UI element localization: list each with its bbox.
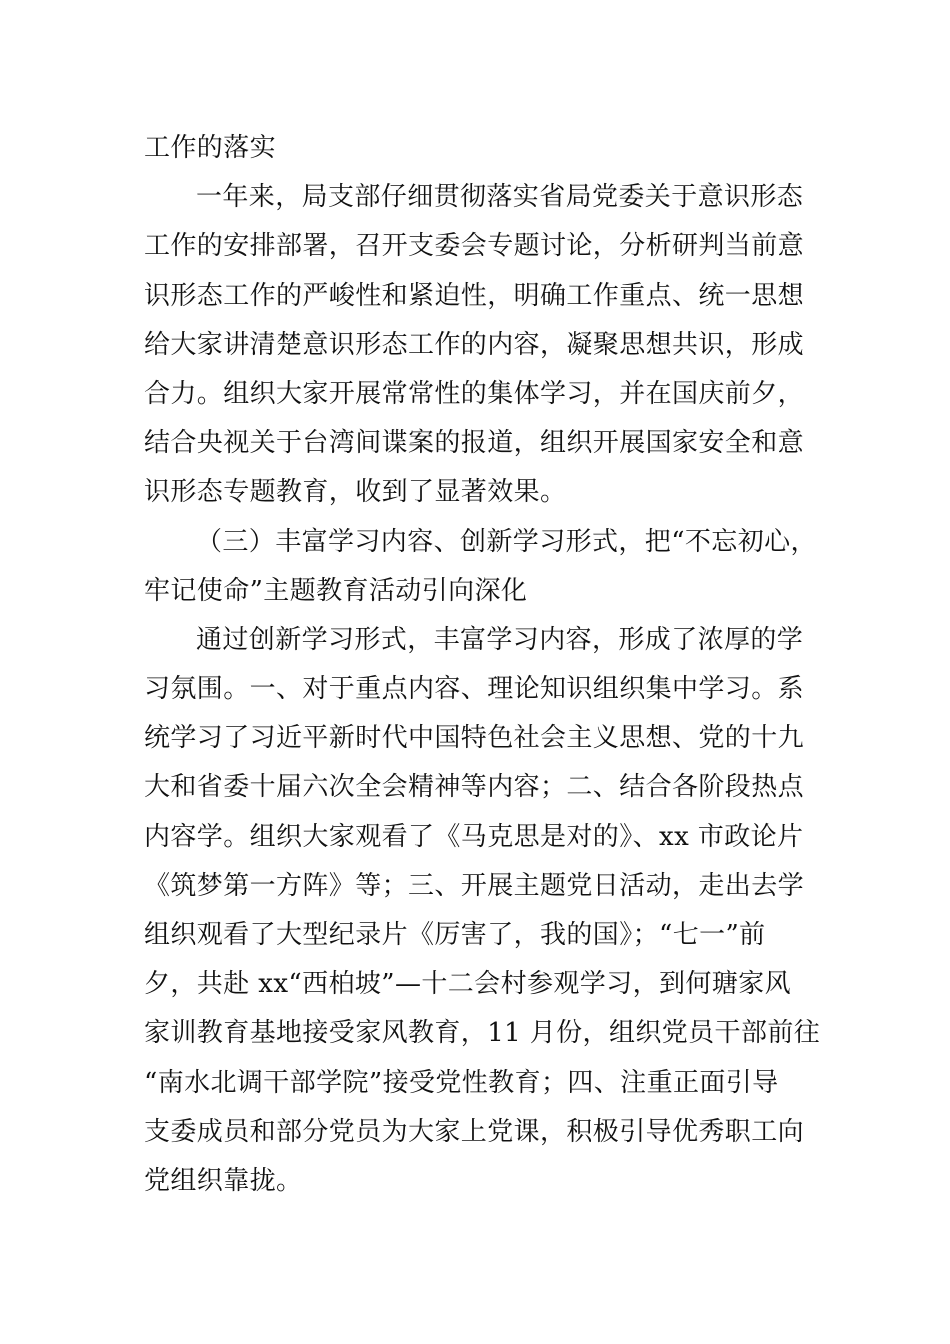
section-heading-line-2: 牢记使命”主题教育活动引向深化	[144, 575, 528, 606]
text-line-11: 通过创新学习形式，丰富学习内容，形成了浓厚的学	[196, 624, 804, 655]
text-line-2: 一年来，局支部仔细贯彻落实省局党委关于意识形态	[196, 182, 804, 213]
text-line-18: 夕，共赴 xx“西柏坡”—十二会村参观学习，到何瑭家风	[144, 969, 791, 1000]
text-line-13: 统学习了习近平新时代中国特色社会主义思想、党的十九	[144, 723, 805, 754]
text-line-12: 习氛围。一、对于重点内容、理论知识组织集中学习。系	[144, 674, 805, 705]
text-line-6: 合力。组织大家开展常常性的集体学习，并在国庆前夕，	[144, 378, 805, 409]
text-line-7: 结合央视关于台湾间谍案的报道，组织开展国家安全和意	[144, 428, 805, 459]
text-line-5: 给大家讲清楚意识形态工作的内容，凝聚思想共识，形成	[144, 329, 805, 360]
text-line-14: 大和省委十届六次全会精神等内容；二、结合各阶段热点	[144, 772, 805, 803]
body-text	[144, 124, 824, 1206]
text-line-8: 识形态专题教育，收到了显著效果。	[144, 477, 567, 508]
text-line-1: 工作的落实	[144, 133, 277, 163]
text-line-20: “南水北调干部学院”接受党性教育；四、注重正面引导	[144, 1067, 779, 1098]
section-heading-line-1: （三）丰富学习内容、创新学习形式，把“不忘初心，	[196, 526, 817, 557]
text-line-21: 支委成员和部分党员为大家上党课，积极引导优秀职工向	[144, 1116, 805, 1147]
text-line-16: 《筑梦第一方阵》等；三、开展主题党日活动，走出去学	[144, 870, 805, 901]
text-line-17: 组织观看了大型纪录片《厉害了，我的国》；“七一”前	[144, 920, 766, 950]
text-line-3: 工作的安排部署，召开支委会专题讨论，分析研判当前意	[144, 231, 805, 262]
text-line-15: 内容学。组织大家观看了《马克思是对的》、xx 市政论片	[144, 821, 804, 852]
text-line-19: 家训教育基地接受家风教育，11 月份，组织党员干部前往	[144, 1018, 821, 1049]
text-line-4: 识形态工作的严峻性和紧迫性，明确工作重点、统一思想	[144, 280, 805, 311]
text-line-22: 党组织靠拢。	[144, 1165, 303, 1196]
